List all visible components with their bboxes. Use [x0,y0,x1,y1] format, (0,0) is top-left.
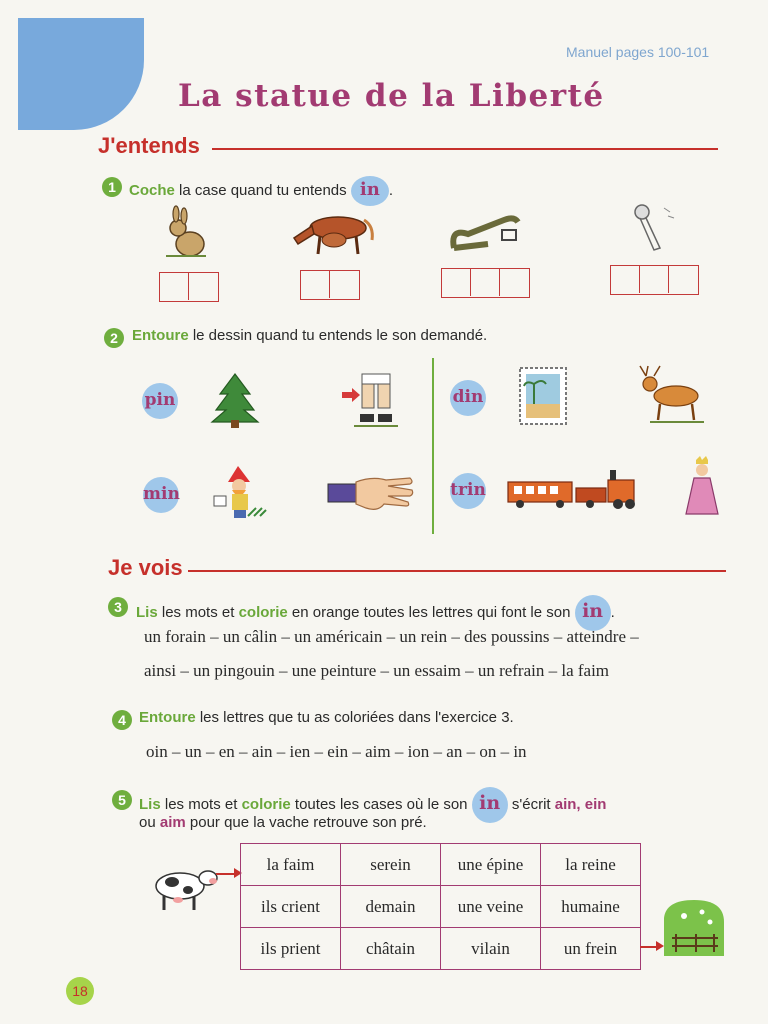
stamp-icon[interactable] [518,366,568,426]
page-number-badge: 18 [66,977,94,1005]
exercise-5-instruction-line1: Lis les mots et colorie toutes les cases où le son in s'écrit ain, ein [139,787,606,823]
grid-cell[interactable]: la reine [541,844,641,886]
grid-cell[interactable]: un frein [541,928,641,970]
exercise-5-instruction-line2: ou aim pour que la vache retrouve son pré. [139,814,427,831]
gnome-icon[interactable] [208,464,274,524]
exercise-4-instruction: Entoure les lettres que tu as coloriées dans l'exercice 3. [139,709,514,726]
section-heading-jentends: J'entends [98,133,200,158]
checkbox[interactable] [160,273,189,300]
grid-cell[interactable]: demain [341,886,441,928]
checkbox[interactable] [189,273,218,300]
instruction-text: la case quand tu entends [179,182,347,199]
word-line-1: un forain – un câlin – un américain – un rein – des poussins – atteindre – [144,627,639,646]
exercise-number-4: 4 [112,710,132,730]
manual-reference: Manuel pages 100-101 [566,44,710,60]
fir-tree-icon[interactable] [208,372,262,428]
deer-icon[interactable] [636,364,708,424]
exercise-3-instruction: Lis les mots et colorie en orange toutes les lettres qui font le son in . [136,595,615,631]
verb-entoure: Entoure [132,327,189,344]
exercise-number-1: 1 [102,177,122,197]
horse-icon [288,210,376,256]
exercise-number-2: 2 [104,328,124,348]
grid-cell[interactable]: ils prient [241,928,341,970]
sound-bubble-in: in [575,595,611,631]
meadow-icon [662,898,726,958]
legs-with-arrow-icon[interactable] [340,372,398,428]
grid-cell[interactable]: vilain [441,928,541,970]
grid-cell[interactable]: ils crient [241,886,341,928]
section-heading-je-vois: Je vois [108,555,183,580]
sound-bubble-in: in [351,176,389,206]
grid-cell[interactable]: châtain [341,928,441,970]
verb-colorie: colorie [238,604,288,621]
princess-icon[interactable] [682,456,722,516]
sound-bubble-trin: trin [450,473,486,509]
exercise-1-instruction: Coche la case quand tu entends in . [129,176,393,206]
grid-cell[interactable]: une veine [441,886,541,928]
sound-bubble-min: min [143,477,179,513]
checkbox[interactable] [442,269,471,296]
page-title: La statue de la Liberté [178,78,605,114]
checkbox[interactable] [500,269,529,296]
checkbox[interactable] [611,266,640,293]
letter-groups-line: oin – un – en – ain – ien – ein – aim – ion – an – on – in [146,742,527,761]
verb-coche: Coche [129,182,175,199]
section-rule [212,148,718,150]
cow-icon [152,862,220,914]
verb-lis: Lis [136,604,158,621]
word-line-2: ainsi – un pingouin – une peinture – un essaim – un refrain – la faim [144,661,610,680]
checkbox[interactable] [669,266,698,293]
column-divider [432,358,434,534]
table-row [241,886,641,928]
section-rule [188,570,726,572]
table-row [241,928,641,970]
grid-cell[interactable]: une épine [441,844,541,886]
sound-bubble-din: din [450,380,486,416]
exercise-number-5: 5 [112,790,132,810]
checkbox[interactable] [330,271,359,298]
grid-cell[interactable]: humaine [541,886,641,928]
exercise-number-3: 3 [108,597,128,617]
verb-colorie: colorie [241,796,291,813]
rabbit-icon [160,208,210,260]
checkbox[interactable] [640,266,669,293]
exercise-2-instruction [132,327,487,344]
instruction-text: le dessin quand tu entends le son demandé. [192,327,488,344]
sound-bubble-pin: pin [142,383,178,419]
corner-decoration [18,18,144,130]
checkbox-group-rabbit[interactable] [159,272,219,302]
belt-icon [448,208,522,256]
verb-lis: Lis [139,796,161,813]
safety-pin-icon [626,200,682,256]
checkbox[interactable] [471,269,500,296]
verb-entoure: Entoure [139,709,196,726]
word-maze-grid [240,843,641,970]
hand-icon[interactable] [326,466,414,516]
table-row [241,844,641,886]
checkbox-group-horse[interactable] [300,270,360,300]
grid-cell[interactable]: la faim [241,844,341,886]
sound-bubble-in: in [472,787,508,823]
checkbox-group-pin[interactable] [610,265,699,295]
train-icon[interactable] [506,464,640,512]
checkbox-group-belt[interactable] [441,268,530,298]
grid-cell[interactable]: serein [341,844,441,886]
checkbox[interactable] [301,271,330,298]
